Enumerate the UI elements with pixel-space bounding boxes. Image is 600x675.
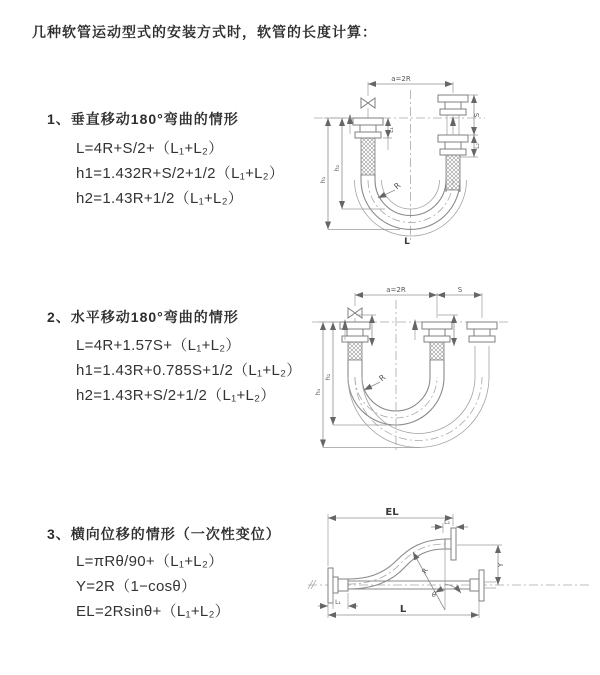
fitting-left-collar (338, 579, 348, 591)
dim-label-el: EL (385, 507, 399, 518)
break-mark (308, 580, 316, 589)
formula-l: L=4R+1.57S+（L₁+L₂） (76, 337, 241, 354)
section-3-heading: 3、横向位移的情形（一次性变位） (47, 526, 281, 542)
flange-right-shifted (467, 322, 497, 329)
fitting-right-moved-neck (445, 102, 461, 109)
dim-label-s: S (473, 112, 481, 118)
flange-right-moved (438, 95, 468, 102)
fitting-right-collar (440, 149, 466, 155)
dim-label-h2: h₂ (333, 164, 341, 172)
dim-label-theta: θ (431, 591, 437, 599)
fitting-right-neck (474, 329, 490, 336)
formula-l: L=4R+S/2+（L₁+L₂） (76, 140, 224, 157)
hose-scurve-upper (348, 539, 445, 579)
diagram-vertical-180-bend (300, 68, 565, 253)
theta-arc-left (435, 590, 445, 593)
dim-label-a2r: a=2R (391, 75, 411, 83)
dim-label-l1: L₁ (335, 599, 341, 606)
formula-l: L=πRθ/90+（L₁+L₂） (76, 553, 224, 570)
dim-label-a2r: a=2R (386, 286, 406, 294)
dim-label-l2: L₂ (474, 143, 481, 149)
braid-right (446, 155, 460, 190)
fitting-right (470, 579, 479, 591)
braid-left (348, 342, 362, 360)
dim-label-radius: R (420, 566, 430, 576)
fitting-right-collar (469, 336, 495, 342)
dim-label-length: L (399, 604, 407, 615)
dim-label-y: Y (497, 562, 505, 568)
formula-h2: h2=1.43R+S/2+1/2（L₁+L₂） (76, 387, 276, 404)
fitting-left-collar (355, 132, 381, 138)
fitting-displaced-stub (445, 539, 451, 549)
page-title: 几种软管运动型式的安装方式时，软管的长度计算： (32, 24, 377, 40)
dim-label-s: S (457, 286, 463, 294)
fitting-middle-neck (429, 329, 445, 336)
fitting-right-neck (445, 142, 461, 149)
hose-shifted-outer (348, 346, 489, 448)
flange-left (328, 568, 333, 603)
dim-label-h1: h₁ (314, 388, 322, 396)
flange-left (353, 118, 383, 125)
fitting-middle-collar (424, 336, 450, 342)
dim-top-ext (355, 293, 482, 318)
fitting-left-neck (360, 125, 376, 132)
formula-el: EL=2Rsinθ+（L₁+L₂） (76, 603, 230, 620)
dim-label-h2: h₂ (324, 373, 332, 381)
fitting-left-neck (347, 329, 363, 336)
flange-middle (422, 322, 452, 329)
section-1-heading: 1、垂直移动180°弯曲的情形 (47, 111, 239, 127)
dim-h-ext (319, 322, 420, 448)
fitting-left-collar (342, 336, 368, 342)
formula-h1: h1=1.43R+0.785S+1/2（L₁+L₂） (76, 362, 302, 379)
move-arrow-middle (412, 319, 418, 330)
section-2-heading: 2、水平移动180°弯曲的情形 (47, 309, 239, 325)
hose-shifted-inner (362, 346, 475, 434)
braid-left (361, 138, 375, 175)
move-arrow-right (450, 116, 456, 126)
dim-label-l2: L₂ (444, 519, 450, 526)
flange-right (479, 570, 484, 601)
dim-label-length: L (404, 237, 410, 247)
formula-y: Y=2R（1−cosθ） (76, 578, 197, 595)
diagram-horizontal-180-bend (300, 282, 575, 457)
flange-displaced (451, 528, 456, 560)
dim-label-radius: R (377, 372, 388, 384)
fitting-right-moved-collar (440, 109, 466, 115)
dim-label-l1: L₁ (388, 127, 395, 133)
flange-right (438, 135, 468, 142)
diagram-lateral-displacement (300, 498, 600, 658)
formula-h1: h1=1.432R+S/2+1/2（L₁+L₂） (76, 165, 285, 182)
radius-leader (364, 382, 380, 390)
dim-label-radius: R (392, 180, 403, 192)
braid-middle (430, 342, 444, 360)
formula-h2: h2=1.43R+1/2（L₁+L₂） (76, 190, 244, 207)
dim-label-h1: h₁ (319, 176, 327, 184)
valve-icon (348, 308, 362, 318)
hose-shifted-centerline (355, 377, 482, 441)
dim-l1-ext (383, 138, 392, 150)
move-arrow-left (347, 114, 353, 124)
valve-icon (361, 98, 375, 108)
fitting-left-neck (333, 577, 338, 593)
